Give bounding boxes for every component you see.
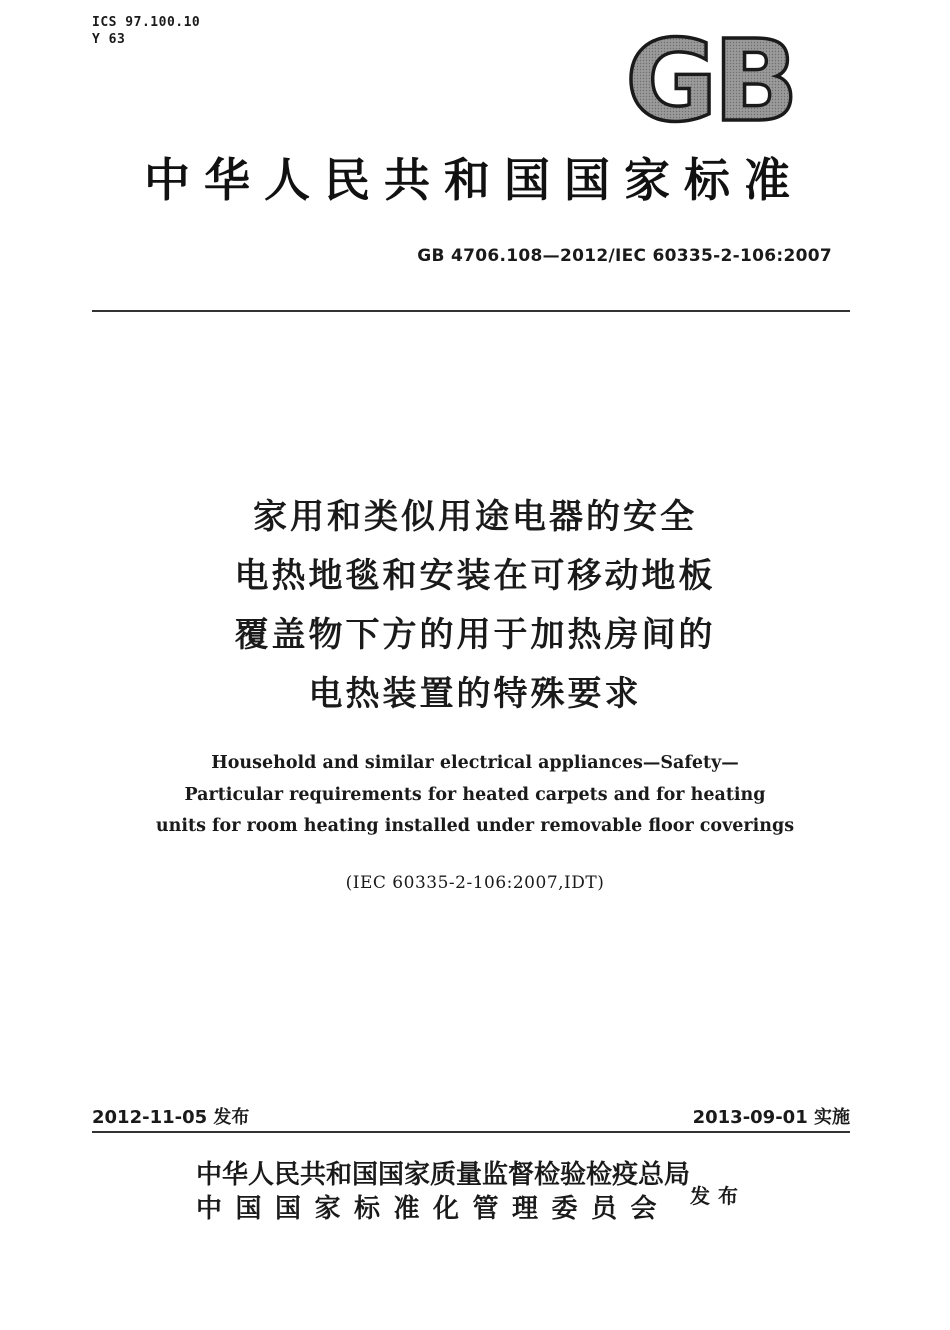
chinese-title-line: 电热装置的特殊要求 <box>308 674 642 714</box>
standard-number: GB 4706.108—2012/IEC 60335-2-106:2007 <box>417 246 832 266</box>
publish-label: 发布 <box>690 1184 746 1208</box>
issue-date: 2012-11-05 发布 <box>92 1107 250 1128</box>
equivalence-note: (IEC 60335-2-106:2007,IDT) <box>345 873 605 893</box>
footer-divider <box>92 1131 850 1133</box>
english-title-line: Household and similar electrical appliances—Safety— <box>211 753 739 773</box>
gb-logo-text: GB <box>625 26 795 130</box>
publishing-authorities <box>196 1158 690 1226</box>
gb-standard-logo <box>612 26 808 130</box>
ics-code: ICS 97.100.10 <box>92 15 201 30</box>
header-divider <box>92 310 850 312</box>
chinese-title-line: 家用和类似用途电器的安全 <box>253 497 697 537</box>
chinese-title-line: 覆盖物下方的用于加热房间的 <box>234 615 716 655</box>
publisher-aqsiq: 中华人民共和国国家质量监督检验检疫总局 <box>196 1160 691 1190</box>
english-title <box>100 748 850 843</box>
english-title-line: Particular requirements for heated carpets and for heating <box>184 784 766 805</box>
implementation-date: 2013-09-01 实施 <box>692 1107 850 1128</box>
chinese-title-line: 电热地毯和安装在可移动地板 <box>234 556 716 596</box>
chinese-title <box>100 488 850 724</box>
national-standard-heading: 中华人民共和国国家标准 <box>144 153 804 207</box>
ccs-code: Y 63 <box>92 32 126 47</box>
classification-codes <box>92 14 200 48</box>
publisher-sac: 中国国家标准化管理委员会 <box>196 1194 671 1224</box>
english-title-line: units for room heating installed under removable floor coverings <box>155 816 795 836</box>
